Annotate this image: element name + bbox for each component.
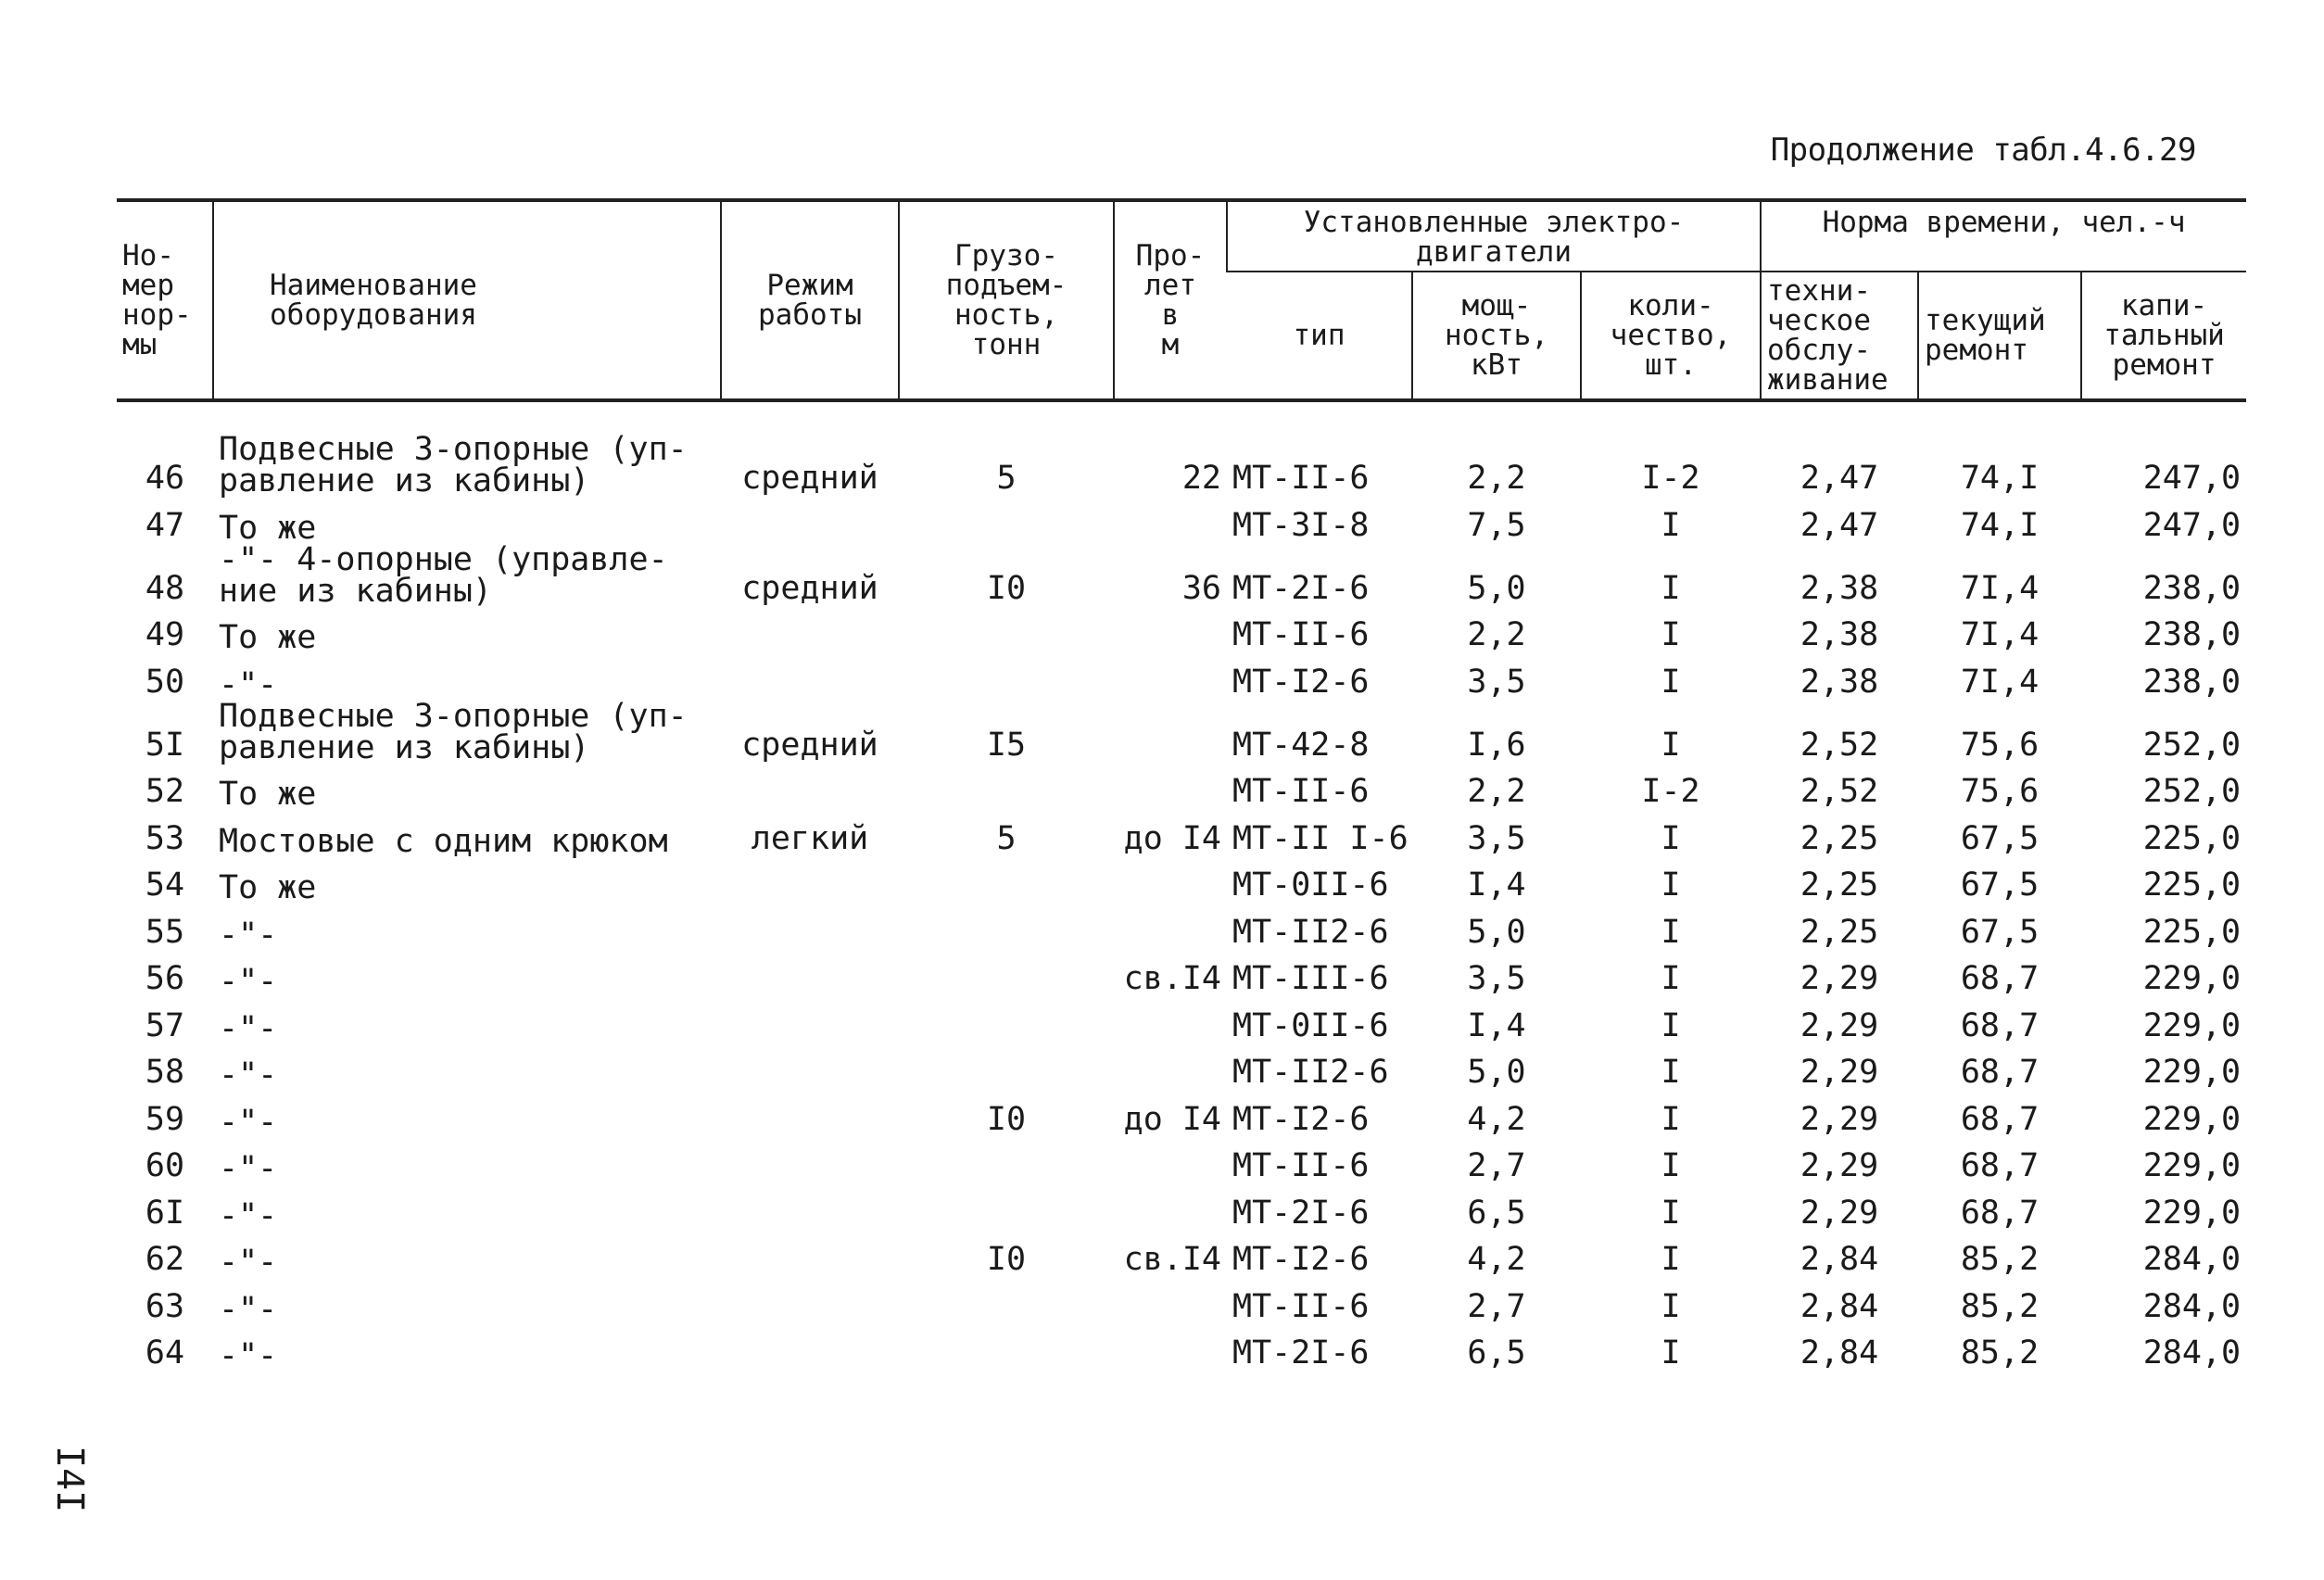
maintenance-time: 2,38 <box>1800 616 1879 653</box>
row-number: 57 <box>145 1006 185 1044</box>
motor-quantity: I-2 <box>1641 460 1700 497</box>
row-number: 60 <box>145 1147 185 1184</box>
row-number: 50 <box>145 663 185 701</box>
span-value: 22 <box>1181 460 1221 497</box>
current-repair-time: 7I,4 <box>1960 663 2040 701</box>
row-number: 6I <box>145 1194 185 1232</box>
header-equipment-name: Наименование оборудования <box>213 200 721 400</box>
work-mode <box>721 857 899 904</box>
page-number: I4I <box>48 1446 91 1513</box>
maintenance-time: 2,25 <box>1800 819 1879 857</box>
motor-power: 4,2 <box>1467 1241 1526 1278</box>
work-mode: легкий <box>751 819 869 857</box>
motor-quantity: I <box>1661 616 1681 653</box>
motor-type: МТ-2I-6 <box>1232 1334 1370 1371</box>
motor-quantity: I <box>1661 913 1681 951</box>
lifting-capacity: I5 <box>986 726 1027 764</box>
current-repair-time: 85,2 <box>1960 1334 2040 1371</box>
motor-power: I,6 <box>1467 726 1526 764</box>
motor-quantity: I <box>1661 1054 1681 1091</box>
work-mode <box>721 1091 899 1138</box>
equipment-name: -"- <box>219 1056 278 1093</box>
header-motor-type: тип <box>1227 272 1412 400</box>
equipment-name: -"- <box>219 1009 278 1047</box>
motor-power: 5,0 <box>1467 569 1526 607</box>
motor-power: 3,5 <box>1467 819 1526 857</box>
current-repair-time: 68,7 <box>1960 1100 2040 1138</box>
lifting-capacity <box>899 653 1114 701</box>
work-mode <box>721 1184 899 1232</box>
motor-quantity: I <box>1661 1194 1681 1232</box>
capital-repair-time: 229,0 <box>2142 1006 2242 1044</box>
table-row <box>117 810 2246 857</box>
equipment-name: -"- <box>219 1196 278 1234</box>
motor-type: МТ-2I-6 <box>1232 1194 1370 1232</box>
maintenance-time: 2,52 <box>1800 726 1879 764</box>
table-row <box>117 951 2246 998</box>
current-repair-time: 74,I <box>1960 506 2040 544</box>
header-span: Про- лет в м <box>1114 200 1227 400</box>
motor-type: МТ-I2-6 <box>1232 1241 1370 1278</box>
work-mode <box>721 653 899 701</box>
norms-table <box>117 198 2246 1374</box>
maintenance-time: 2,47 <box>1800 460 1879 497</box>
lifting-capacity: I0 <box>986 569 1027 607</box>
capital-repair-time: 238,0 <box>2142 616 2242 653</box>
motor-quantity: I <box>1661 1100 1681 1138</box>
equipment-name: Мостовые с одним крюком <box>219 822 668 860</box>
capital-repair-time: 252,0 <box>2142 726 2242 764</box>
header-motor-power: мощ- ность, кВт <box>1412 272 1581 400</box>
motor-type: МТ-I2-6 <box>1232 663 1370 701</box>
table-row <box>117 607 2246 654</box>
current-repair-time: 7I,4 <box>1960 616 2040 653</box>
header-capital-repair: капи- тальный ремонт <box>2081 272 2246 400</box>
equipment-name: То же <box>219 869 317 906</box>
current-repair-time: 68,7 <box>1960 1147 2040 1184</box>
span-value: св.I4 <box>1123 1241 1221 1278</box>
work-mode <box>721 1278 899 1325</box>
motor-power: 2,7 <box>1467 1147 1526 1184</box>
motor-type: МТ-2I-6 <box>1232 569 1370 607</box>
work-mode <box>721 997 899 1044</box>
table-row <box>117 497 2246 544</box>
current-repair-time: 68,7 <box>1960 1054 2040 1091</box>
table-row <box>117 904 2246 951</box>
current-repair-time: 68,7 <box>1960 1006 2040 1044</box>
maintenance-time: 2,29 <box>1800 960 1879 997</box>
capital-repair-time: 229,0 <box>2142 1100 2242 1138</box>
span-value <box>1114 1138 1227 1185</box>
equipment-name: -"- <box>219 963 278 1000</box>
capital-repair-time: 229,0 <box>2142 1054 2242 1091</box>
row-number: 62 <box>145 1241 185 1278</box>
span-value <box>1114 1044 1227 1092</box>
current-repair-time: 67,5 <box>1960 913 2040 951</box>
header-motors-group: Установленные электро- двигатели <box>1227 200 1761 272</box>
motor-quantity: I <box>1661 1006 1681 1044</box>
lifting-capacity <box>899 607 1114 654</box>
maintenance-time: 2,84 <box>1800 1334 1879 1371</box>
row-number: 63 <box>145 1287 185 1325</box>
maintenance-time: 2,29 <box>1800 1194 1879 1232</box>
current-repair-time: 68,7 <box>1960 960 2040 997</box>
work-mode: средний <box>741 460 878 497</box>
motor-type: МТ-3I-8 <box>1232 506 1370 544</box>
work-mode <box>721 764 899 811</box>
table-row <box>117 1325 2246 1372</box>
motor-quantity: I <box>1661 960 1681 997</box>
equipment-name: -"- <box>219 1103 278 1141</box>
work-mode <box>721 1138 899 1185</box>
equipment-name: -"- <box>219 1150 278 1187</box>
row-number: 49 <box>145 616 185 653</box>
row-number: 59 <box>145 1100 185 1138</box>
table-row <box>117 1091 2246 1138</box>
motor-quantity: I <box>1661 1334 1681 1371</box>
row-number: 46 <box>145 460 185 497</box>
header-norm-number: Но- мер нор- мы <box>117 200 213 400</box>
row-number: 56 <box>145 960 185 997</box>
equipment-name: -"- <box>219 916 278 954</box>
current-repair-time: 85,2 <box>1960 1241 2040 1278</box>
work-mode <box>721 904 899 951</box>
motor-power: 5,0 <box>1467 1054 1526 1091</box>
lifting-capacity <box>899 1184 1114 1232</box>
motor-quantity: I <box>1661 506 1681 544</box>
row-number: 64 <box>145 1334 185 1371</box>
work-mode <box>721 497 899 544</box>
motor-power: 2,2 <box>1467 616 1526 653</box>
lifting-capacity: I0 <box>986 1241 1027 1278</box>
current-repair-time: 67,5 <box>1960 866 2040 904</box>
equipment-name: -"- <box>219 1290 278 1328</box>
lifting-capacity: 5 <box>996 460 1017 497</box>
span-value <box>1114 1184 1227 1232</box>
motor-quantity: I-2 <box>1641 773 1700 810</box>
motor-power: 6,5 <box>1467 1194 1526 1232</box>
motor-type: МТ-II-6 <box>1232 460 1370 497</box>
maintenance-time: 2,29 <box>1800 1100 1879 1138</box>
capital-repair-time: 238,0 <box>2142 663 2242 701</box>
table-row <box>117 1232 2246 1279</box>
row-number: 48 <box>145 569 185 607</box>
table-row <box>117 1184 2246 1232</box>
equipment-name: -"- <box>219 665 278 703</box>
work-mode <box>721 951 899 998</box>
lifting-capacity <box>899 857 1114 904</box>
capital-repair-time: 225,0 <box>2142 819 2242 857</box>
span-value <box>1114 701 1227 764</box>
motor-type: МТ-II2-6 <box>1232 913 1389 951</box>
current-repair-time: 68,7 <box>1960 1194 2040 1232</box>
work-mode <box>721 1044 899 1092</box>
motor-power: 3,5 <box>1467 663 1526 701</box>
span-value <box>1114 497 1227 544</box>
span-value <box>1114 1325 1227 1372</box>
span-value <box>1114 764 1227 811</box>
motor-power: 4,2 <box>1467 1100 1526 1138</box>
equipment-name: То же <box>219 776 317 813</box>
capital-repair-time: 284,0 <box>2142 1334 2242 1371</box>
span-value: до I4 <box>1123 1100 1221 1138</box>
work-mode <box>721 1325 899 1372</box>
header-lifting-capacity: Грузо- подъем- ность, тонн <box>899 200 1114 400</box>
current-repair-time: 75,6 <box>1960 726 2040 764</box>
capital-repair-time: 225,0 <box>2142 866 2242 904</box>
current-repair-time: 67,5 <box>1960 819 2040 857</box>
capital-repair-time: 229,0 <box>2142 960 2242 997</box>
motor-quantity: I <box>1661 569 1681 607</box>
lifting-capacity <box>899 904 1114 951</box>
motor-type: МТ-III-6 <box>1232 960 1389 997</box>
span-value <box>1114 997 1227 1044</box>
motor-power: 2,2 <box>1467 460 1526 497</box>
lifting-capacity <box>899 997 1114 1044</box>
motor-quantity: I <box>1661 819 1681 857</box>
motor-quantity: I <box>1661 1287 1681 1325</box>
span-value <box>1114 1278 1227 1325</box>
span-value <box>1114 607 1227 654</box>
maintenance-time: 2,29 <box>1800 1147 1879 1184</box>
maintenance-time: 2,52 <box>1800 773 1879 810</box>
capital-repair-time: 225,0 <box>2142 913 2242 951</box>
motor-type: МТ-0II-6 <box>1232 1006 1389 1044</box>
motor-type: МТ-0II-6 <box>1232 866 1389 904</box>
header-time-norm-group: Норма времени, чел.-ч <box>1761 200 2246 272</box>
lifting-capacity: I0 <box>986 1100 1027 1138</box>
table-row <box>117 997 2246 1044</box>
lifting-capacity <box>899 1044 1114 1092</box>
equipment-name: -"- <box>219 1337 278 1374</box>
lifting-capacity <box>899 1278 1114 1325</box>
table-caption: Продолжение табл.4.6.29 <box>1770 132 2196 169</box>
table-row <box>117 1044 2246 1092</box>
lifting-capacity <box>899 764 1114 811</box>
motor-quantity: I <box>1661 866 1681 904</box>
table-row <box>117 701 2246 764</box>
motor-power: 2,7 <box>1467 1287 1526 1325</box>
work-mode: средний <box>741 726 878 764</box>
capital-repair-time: 229,0 <box>2142 1147 2242 1184</box>
maintenance-time: 2,47 <box>1800 506 1879 544</box>
motor-type: МТ-II-6 <box>1232 1147 1370 1184</box>
row-number: 58 <box>145 1054 185 1091</box>
motor-power: 2,2 <box>1467 773 1526 810</box>
row-number: 52 <box>145 773 185 810</box>
capital-repair-time: 247,0 <box>2142 506 2242 544</box>
current-repair-time: 7I,4 <box>1960 569 2040 607</box>
current-repair-time: 74,I <box>1960 460 2040 497</box>
capital-repair-time: 284,0 <box>2142 1287 2242 1325</box>
table-row <box>117 857 2246 904</box>
motor-type: МТ-II I-6 <box>1232 819 1408 857</box>
maintenance-time: 2,84 <box>1800 1241 1879 1278</box>
table-body <box>117 400 2246 1374</box>
table-row <box>117 653 2246 701</box>
equipment-name: -"- <box>219 1244 278 1281</box>
lifting-capacity <box>899 1325 1114 1372</box>
motor-type: МТ-II-6 <box>1232 773 1370 810</box>
motor-quantity: I <box>1661 663 1681 701</box>
capital-repair-time: 238,0 <box>2142 569 2242 607</box>
capital-repair-time: 247,0 <box>2142 460 2242 497</box>
span-value: до I4 <box>1123 819 1221 857</box>
lifting-capacity: 5 <box>996 819 1017 857</box>
equipment-name: То же <box>219 509 317 547</box>
maintenance-time: 2,25 <box>1800 866 1879 904</box>
maintenance-time: 2,38 <box>1800 663 1879 701</box>
table-row <box>117 400 2246 497</box>
equipment-name: Подвесные 3-опорные (уп- равление из кабины) <box>219 431 688 499</box>
work-mode: средний <box>741 569 878 607</box>
span-value <box>1114 904 1227 951</box>
lifting-capacity <box>899 1138 1114 1185</box>
maintenance-time: 2,38 <box>1800 569 1879 607</box>
work-mode <box>721 1232 899 1279</box>
motor-type: МТ-II-6 <box>1232 616 1370 653</box>
motor-type: МТ-II2-6 <box>1232 1054 1389 1091</box>
row-number: 47 <box>145 506 185 544</box>
lifting-capacity <box>899 951 1114 998</box>
maintenance-time: 2,29 <box>1800 1054 1879 1091</box>
motor-type: МТ-II-6 <box>1232 1287 1370 1325</box>
span-value: св.I4 <box>1123 960 1221 997</box>
table-row <box>117 764 2246 811</box>
motor-power: I,4 <box>1467 866 1526 904</box>
motor-power: 7,5 <box>1467 506 1526 544</box>
motor-power: 5,0 <box>1467 913 1526 951</box>
motor-quantity: I <box>1661 1147 1681 1184</box>
row-number: 55 <box>145 913 185 951</box>
current-repair-time: 75,6 <box>1960 773 2040 810</box>
maintenance-time: 2,84 <box>1800 1287 1879 1325</box>
header-maintenance: техни- ческое обслу- живание <box>1761 272 1918 400</box>
table-row <box>117 544 2246 607</box>
lifting-capacity <box>899 497 1114 544</box>
current-repair-time: 85,2 <box>1960 1287 2040 1325</box>
table-row <box>117 1138 2246 1185</box>
work-mode <box>721 607 899 654</box>
span-value <box>1114 653 1227 701</box>
span-value <box>1114 857 1227 904</box>
motor-power: 3,5 <box>1467 960 1526 997</box>
motor-power: 6,5 <box>1467 1334 1526 1371</box>
header-current-repair: текущий ремонт <box>1918 272 2081 400</box>
motor-quantity: I <box>1661 726 1681 764</box>
maintenance-time: 2,29 <box>1800 1006 1879 1044</box>
capital-repair-time: 229,0 <box>2142 1194 2242 1232</box>
span-value: 36 <box>1181 569 1221 607</box>
header-work-mode: Режим работы <box>721 200 899 400</box>
motor-type: МТ-I2-6 <box>1232 1100 1370 1138</box>
motor-type: МТ-42-8 <box>1232 726 1370 764</box>
equipment-name: -"- 4-опорные (управле- ние из кабины) <box>219 540 668 610</box>
capital-repair-time: 252,0 <box>2142 773 2242 810</box>
maintenance-time: 2,25 <box>1800 913 1879 951</box>
motor-quantity: I <box>1661 1241 1681 1278</box>
header-motor-quantity: коли- чество, шт. <box>1581 272 1761 400</box>
capital-repair-time: 284,0 <box>2142 1241 2242 1278</box>
row-number: 54 <box>145 866 185 904</box>
equipment-name: Подвесные 3-опорные (уп- равление из кабины) <box>219 697 688 766</box>
row-number: 5I <box>145 726 185 764</box>
row-number: 53 <box>145 819 185 857</box>
equipment-name: То же <box>219 619 317 656</box>
motor-power: I,4 <box>1467 1006 1526 1044</box>
table-row <box>117 1278 2246 1325</box>
